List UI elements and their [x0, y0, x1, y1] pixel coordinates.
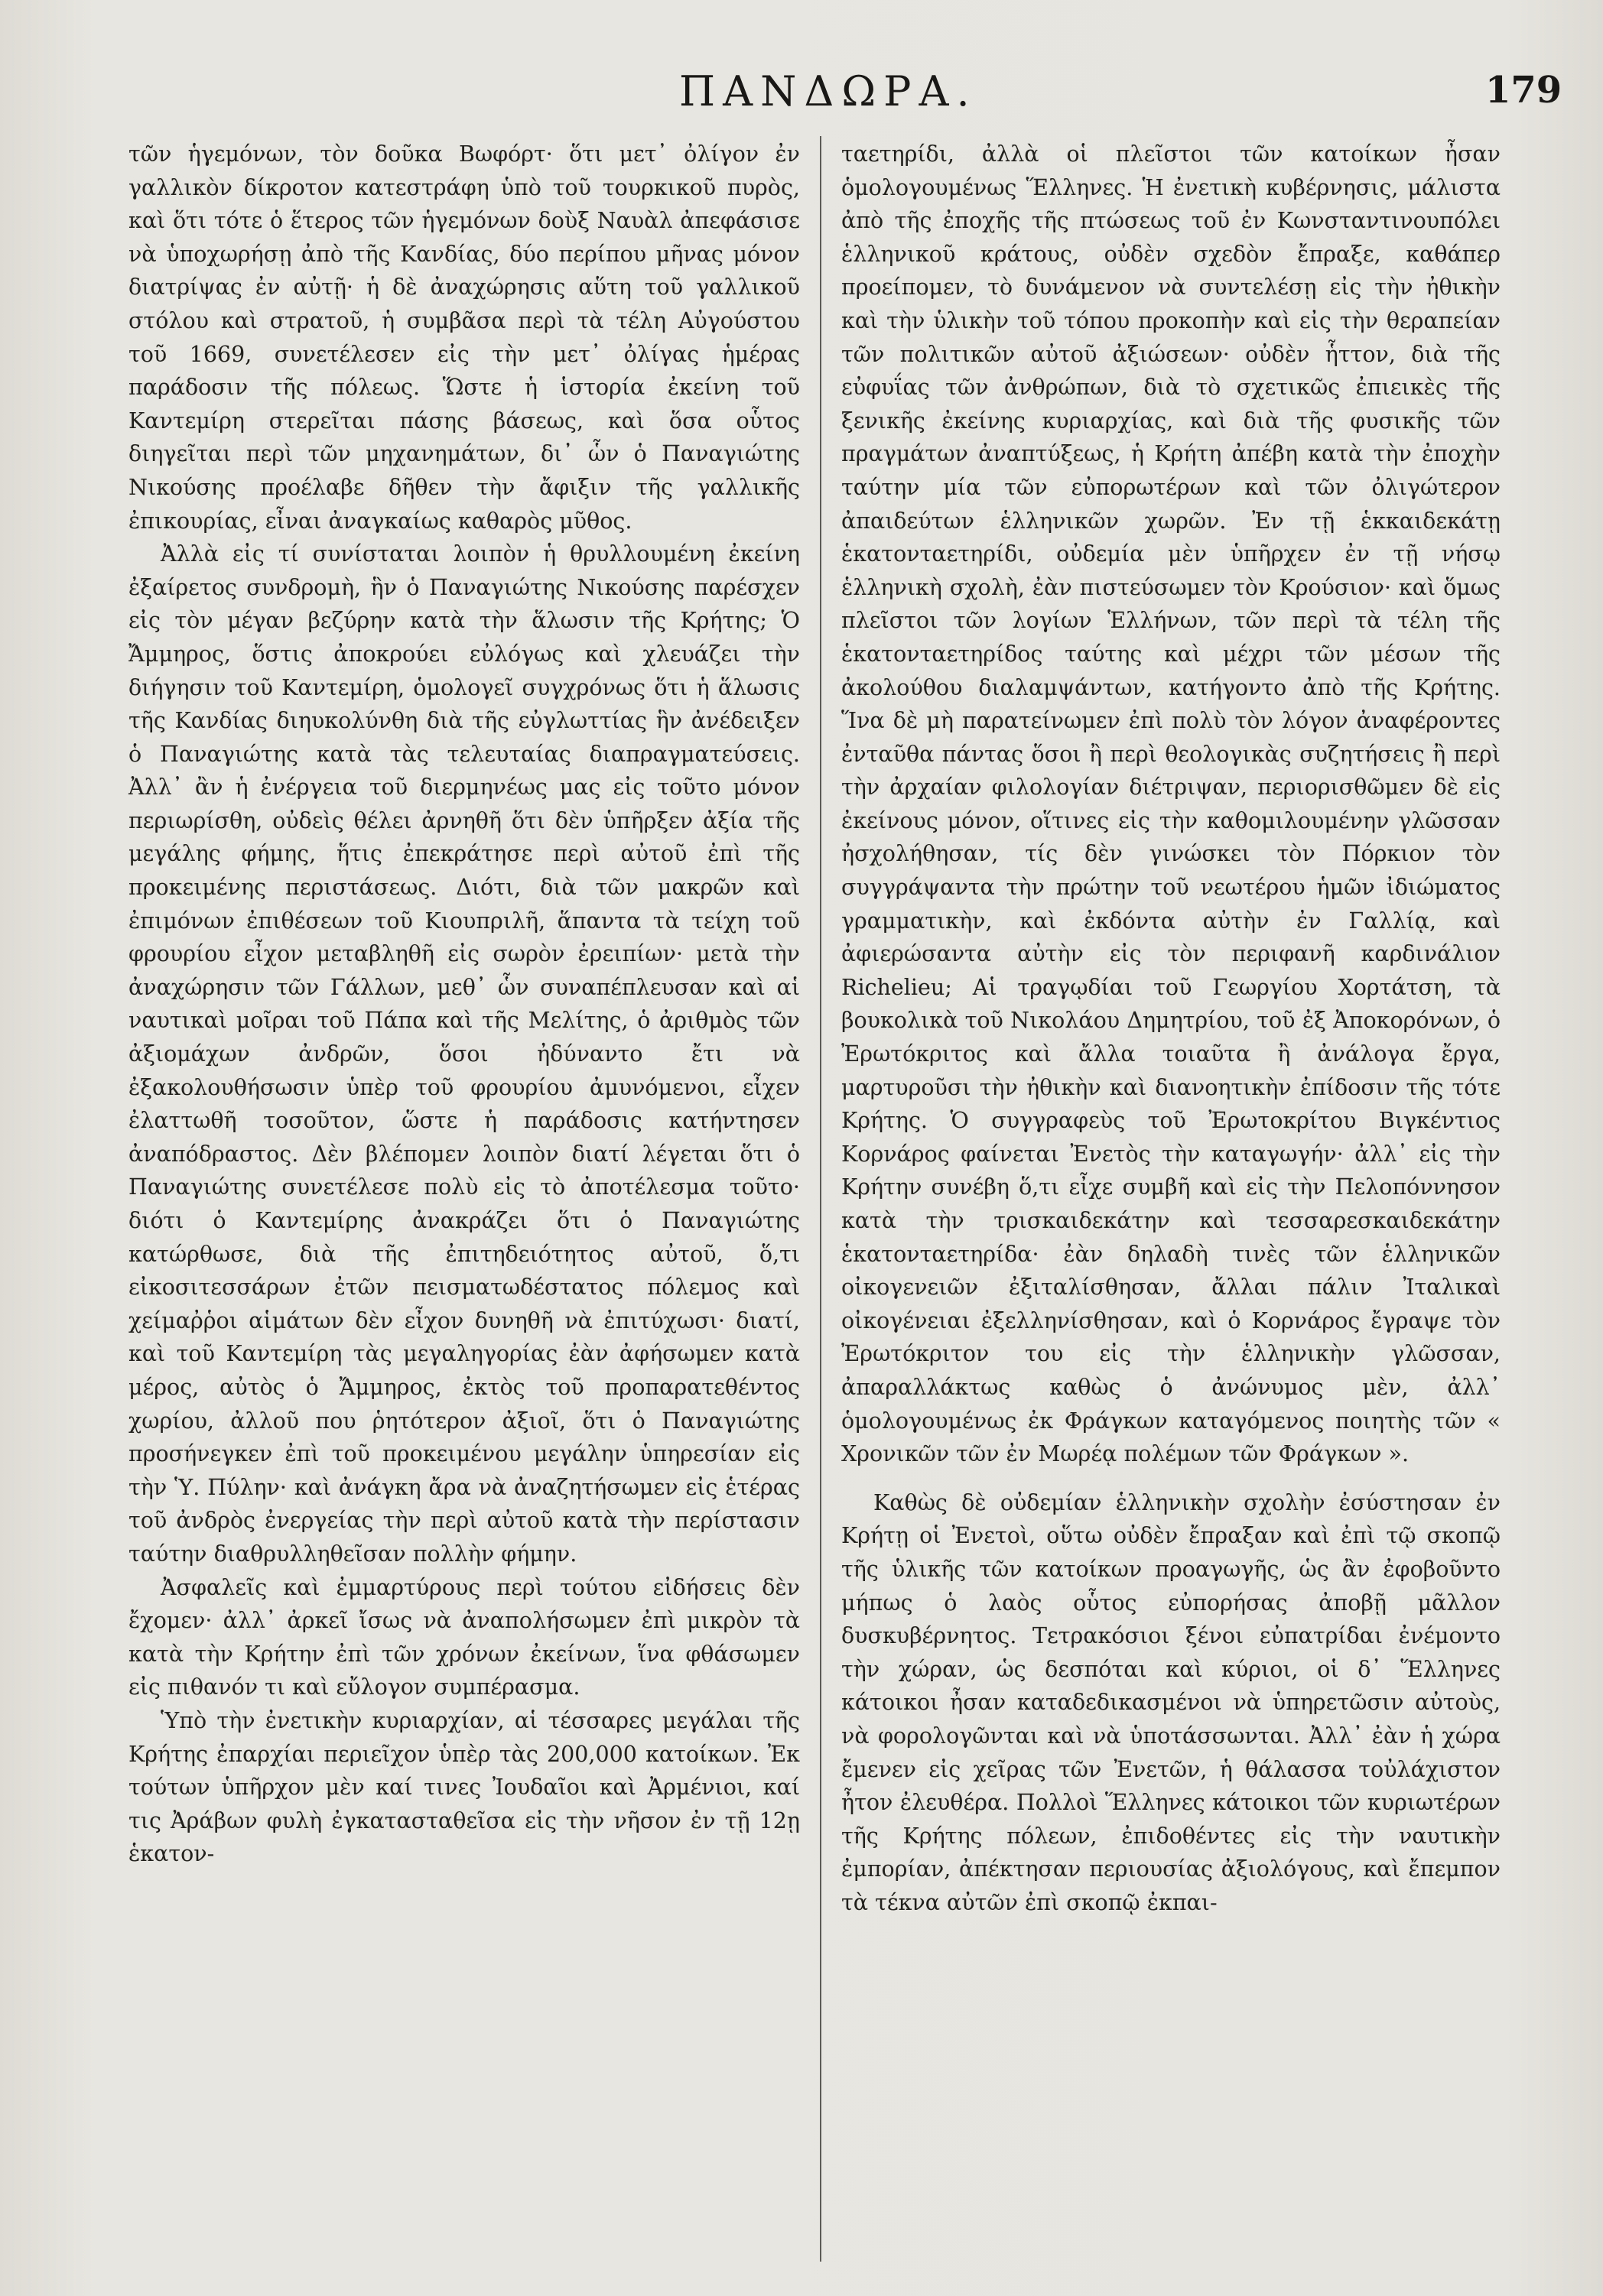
page-header — [0, 67, 1603, 128]
right-column — [841, 138, 1501, 1919]
column-divider — [820, 136, 821, 2262]
left-paragraph-3: Ἀσφαλεῖς καὶ ἐμμαρτύρους περὶ τούτου εἰδήσεις δὲν ἔχομεν· ἀλλ᾽ ἀρκεῖ ἴσως νὰ ἀναπολήσωμεν ἐπὶ μικρὸν τὰ κατὰ τὴν Κρήτην ἐπὶ τῶν χρόνων ἐκείνων, ἵνα φθάσωμεν εἰς πιθανόν τι καὶ εὔλογον συμπέρασμα. — [128, 1574, 800, 1700]
left-column — [128, 138, 800, 1871]
left-paragraph-2: Ἀλλὰ εἰς τί συνίσταται λοιπὸν ἡ θρυλλουμένη ἐκείνη ἐξαίρετος συνδρομὴ, ἣν ὁ Παναγιώτης Νικούσης παρέσχεν εἰς τὸν μέγαν βεζύρην κατὰ τὴν ἅλωσιν τῆς Κρήτης; Ὁ Ἄμμηρος, ὅστις ἀποκρούει εὐλόγως καὶ χλευάζει τὴν διήγησιν τοῦ Καντεμίρη, ὁμολογεῖ συγχρόνως ὅτι ἡ ἅλωσις τῆς Κανδίας διηυκολύνθη διὰ τῆς εὐγλωττίας ἣν ἀνέδειξεν ὁ Παναγιώτης κατὰ τὰς τελευταίας διαπραγματεύσεις. Ἀλλ᾽ ἂν ἡ ἐνέργεια τοῦ διερμηνέως μας εἰς τοῦτο μόνον περιωρίσθη, οὐδεὶς θέλει ἀρνηθῆ ὅτι δὲν ὑπῆρξεν ἀξία τῆς μεγάλης φήμης, ἥτις ἐπεκράτησε περὶ αὐτοῦ ἐπὶ τῆς προκειμένης περιστάσεως. Διότι, διὰ τῶν μακρῶν καὶ ἐπιμόνων ἐπιθέσεων τοῦ Κιουπριλῆ, ἅπαντα τὰ τείχη τοῦ φρουρίου εἶχον μεταβληθῆ εἰς σωρὸν ἐρειπίων· μετὰ τὴν ἀναχώρησιν τῶν Γάλλων, μεθ᾽ ὧν συναπέπλευσαν καὶ αἱ ναυτικαὶ μοῖραι τοῦ Πάπα καὶ τῆς Μελίτης, ὁ ἀριθμὸς τῶν ἀξιομάχων ἀνδρῶν, ὅσοι ἠδύναντο ἔτι νὰ ἐξακολουθήσωσιν ὑπὲρ τοῦ φρουρίου ἀμυνόμενοι, εἶχεν ἐλαττωθῆ τοσοῦτον, ὥστε ἡ παράδοσις κατήντησεν ἀναπόδραστος. Δὲν βλέπομεν λοιπὸν διατί λέγεται ὅτι ὁ Παναγιώτης συνετέλεσε πολὺ εἰς τὸ ἀποτέλεσμα τοῦτο· διότι ὁ Καντεμίρης ἀνακράζει ὅτι ὁ Παναγιώτης κατώρθωσε, διὰ τῆς ἐπιτηδειότητος αὐτοῦ, ὅ,τι εἰκοσιτεσσάρων ἐτῶν πεισματωδέστατος πόλεμος καὶ χείμαῤῥοι αἱμάτων δὲν εἶχον δυνηθῆ νὰ ἐπιτύχωσι· διατί, καὶ τοῦ Καντεμίρη τὰς μεγαληγορίας ἐὰν ἀφήσωμεν κατὰ μέρος, αὐτὸς ὁ Ἄμμηρος, ἐκτὸς τοῦ προπαρατεθέντος χωρίου, ἀλλοῦ που ῥητότερον ἀξιοῖ, ὅτι ὁ Παναγιώτης προσήνεγκεν ἐπὶ τοῦ προκειμένου μεγάλην ὑπηρεσίαν εἰς τὴν Ὑ. Πύλην· καὶ ἀνάγκη ἄρα νὰ ἀναζητήσωμεν εἰς ἑτέρας τοῦ ἀνδρὸς ἐνεργείας τὴν περὶ αὐτοῦ κατὰ τὴν περίστασιν ταύτην διαθρυλληθεῖσαν πολλὴν φήμην. — [128, 541, 800, 1567]
left-paragraph-1: τῶν ἡγεμόνων, τὸν δοῦκα Βωφόρτ· ὅτι μετ᾽ ὀλίγον ἐν γαλλικὸν δίκροτον κατεστράφη ὑπὸ τοῦ τουρκικοῦ πυρὸς, καὶ ὅτι τότε ὁ ἕτερος τῶν ἡγεμόνων δοὺξ Ναυὰλ ἀπεφάσισε νὰ ὑποχωρήσῃ ἀπὸ τῆς Κανδίας, δύο περίπου μῆνας μόνον διατρίψας ἐν αὐτῇ· ἡ δὲ ἀναχώρησις αὕτη τοῦ γαλλικοῦ στόλου καὶ στρατοῦ, ἡ συμβᾶσα περὶ τὰ τέλη Αὐγούστου τοῦ 1669, συνετέλεσεν εἰς τὴν μετ᾽ ὀλίγας ἡμέρας παράδοσιν τῆς πόλεως. Ὥστε ἡ ἱστορία ἐκείνη τοῦ Καντεμίρη στερεῖται πάσης βάσεως, καὶ ὅσα οὗτος διηγεῖται περὶ τῶν μηχανημάτων, δι᾽ ὧν ὁ Παναγιώτης Νικούσης προέλαβε δῆθεν τὴν ἄφιξιν τῆς γαλλικῆς ἐπικουρίας, εἶναι ἀναγκαίως καθαρὸς μῦθος. — [128, 141, 800, 534]
left-paragraph-4: Ὑπὸ τὴν ἐνετικὴν κυριαρχίαν, αἱ τέσσαρες μεγάλαι τῆς Κρήτης ἐπαρχίαι περιεῖχον ὑπὲρ τὰς 200,000 κατοίκων. Ἐκ τούτων ὑπῆρχον μὲν καί τινες Ἰουδαῖοι καὶ Ἀρμένιοι, καί τις Ἀράβων φυλὴ ἐγκατασταθεῖσα εἰς τὴν νῆσον ἐν τῇ 12ῃ ἑκατον- — [128, 1707, 800, 1867]
right-paragraph-2: Καθὼς δὲ οὐδεμίαν ἑλληνικὴν σχολὴν ἐσύστησαν ἐν Κρήτῃ οἱ Ἐνετοὶ, οὕτω οὐδὲν ἔπραξαν καὶ ἐπὶ τῷ σκοπῷ τῆς ὑλικῆς τῶν κατοίκων προαγωγῆς, ὡς ἂν ἐφοβοῦντο μήπως ὁ λαὸς οὗτος εὐπορήσας ἀποβῇ μᾶλλον δυσκυβέρνητος. Τετρακόσιοι ξένοι εὐπατρίδαι ἐνέμοντο τὴν χώραν, ὡς δεσπόται καὶ κύριοι, οἱ δ᾽ Ἕλληνες κάτοικοι ἦσαν καταδεδικασμένοι νὰ ὑπηρετῶσιν αὐτοὺς, νὰ φορολογῶνται καὶ νὰ ὑποτάσσωνται. Ἀλλ᾽ ἐὰν ἡ χώρα ἔμενεν εἰς χεῖρας τῶν Ἐνετῶν, ἡ θάλασσα τοὐλάχιστον ἦτον ἐλευθέρα. Πολλοὶ Ἕλληνες κάτοικοι τῶν κυριωτέρων τῆς Κρήτης πόλεων, ἐπιδοθέντες εἰς τὴν ναυτικὴν ἐμπορίαν, ἀπέκτησαν περιουσίας ἀξιολόγους, καὶ ἔπεμπον τὰ τέκνα αὐτῶν ἐπὶ σκοπῷ ἐκπαι- — [841, 1489, 1501, 1915]
running-title: ΠΑΝΔΩΡΑ. — [679, 67, 977, 115]
page-number: 179 — [1485, 69, 1562, 112]
right-paragraph-1: ταετηρίδι, ἀλλὰ οἱ πλεῖστοι τῶν κατοίκων ἦσαν ὁμολογουμένως Ἕλληνες. Ἡ ἐνετικὴ κυβέρνησις, μάλιστα ἀπὸ τῆς ἐποχῆς τῆς πτώσεως τοῦ ἐν Κωνσταντινουπόλει ἑλληνικοῦ κράτους, οὐδὲν σχεδὸν ἔπραξε, καθάπερ προείπομεν, τὸ δυνάμενον νὰ συντελέσῃ εἰς τὴν ἠθικὴν καὶ τὴν ὑλικὴν τοῦ τόπου προκοπὴν καὶ εἰς τὴν θεραπείαν τῶν πολιτικῶν αὐτοῦ ἀξιώσεων· οὐδὲν ἧττον, διὰ τῆς εὐφυΐας τῶν ἀνθρώπων, διὰ τὸ σχετικῶς ἐπιεικὲς τῆς ξενικῆς ἐκείνης κυριαρχίας, καὶ διὰ τῆς φυσικῆς τῶν πραγμάτων ἀναπτύξεως, ἡ Κρήτη ἀπέβη κατὰ τὴν ἐποχὴν ταύτην μία τῶν εὐπορωτέρων καὶ τῶν ὀλιγώτερον ἀπαιδεύτων ἑλληνικῶν χωρῶν. Ἐν τῇ ἑκκαιδεκάτῃ ἑκατονταετηρίδι, οὐδεμία μὲν ὑπῆρχεν ἐν τῇ νήσῳ ἑλληνικὴ σχολὴ, ἐὰν πιστεύσωμεν τὸν Κρούσιον· καὶ ὅμως πλεῖστοι τῶν λογίων Ἑλλήνων, τῶν περὶ τὰ τέλη τῆς ἑκατονταετηρίδος ταύτης καὶ μέχρι τῶν μέσων τῆς ἀκολούθου διαλαμψάντων, κατήγοντο ἀπὸ τῆς Κρήτης. Ἵνα δὲ μὴ παρατείνωμεν ἐπὶ πολὺ τὸν λόγον ἀναφέροντες ἐνταῦθα πάντας ὅσοι ἢ περὶ θεολογικὰς συζητήσεις ἢ περὶ τὴν ἀρχαίαν φιλολογίαν διέτριψαν, περιορισθῶμεν δὲ εἰς ἐκείνους μόνον, οἵτινες εἰς τὴν καθομιλουμένην γλῶσσαν ἠσχολήθησαν, τίς δὲν γινώσκει τὸν Πόρκιον τὸν συγγράψαντα τὴν πρώτην τοῦ νεωτέρου ἡμῶν ἰδιώματος γραμματικὴν, καὶ ἐκδόντα αὐτὴν ἐν Γαλλίᾳ, καὶ ἀφιερώσαντα αὐτὴν εἰς τὸν περιφανῆ καρδινάλιον Richelieu; Αἱ τραγῳδίαι τοῦ Γεωργίου Χορτάτση, τὰ βουκολικὰ τοῦ Νικολάου Δημητρίου, τοῦ ἐξ Ἀποκορόνων, ὁ Ἐρωτόκριτος καὶ ἄλλα τοιαῦτα ἢ ἀνάλογα ἔργα, μαρτυροῦσι τὴν ἠθικὴν καὶ διανοητικὴν ἐπίδοσιν τῆς τότε Κρήτης. Ὁ συγγραφεὺς τοῦ Ἐρωτοκρίτου Βιγκέντιος Κορνάρος φαίνεται Ἐνετὸς τὴν καταγωγήν· ἀλλ᾽ εἰς τὴν Κρήτην συνέβη ὅ,τι εἶχε συμβῆ καὶ εἰς τὴν Πελοπόννησον κατὰ τὴν τρισκαιδεκάτην καὶ τεσσαρεσκαιδεκάτην ἑκατονταετηρίδα· ἐὰν δηλαδὴ τινὲς τῶν ἑλληνικῶν οἰκογενειῶν ἐξιταλίσθησαν, ἄλλαι πάλιν Ἰταλικαὶ οἰκογένειαι ἐξελληνίσθησαν, καὶ ὁ Κορνάρος ἔγραψε τὸν Ἐρωτόκριτον του εἰς τὴν ἑλληνικὴν γλῶσσαν, ἀπαραλλάκτως καθὼς ὁ ἀνώνυμος μὲν, ἀλλ᾽ ὁμολογουμένως ἐκ Φράγκων καταγόμενος ποιητὴς τῶν « Χρονικῶν τῶν ἐν Μωρέᾳ πολέμων τῶν Φράγκων ». — [841, 141, 1501, 1467]
